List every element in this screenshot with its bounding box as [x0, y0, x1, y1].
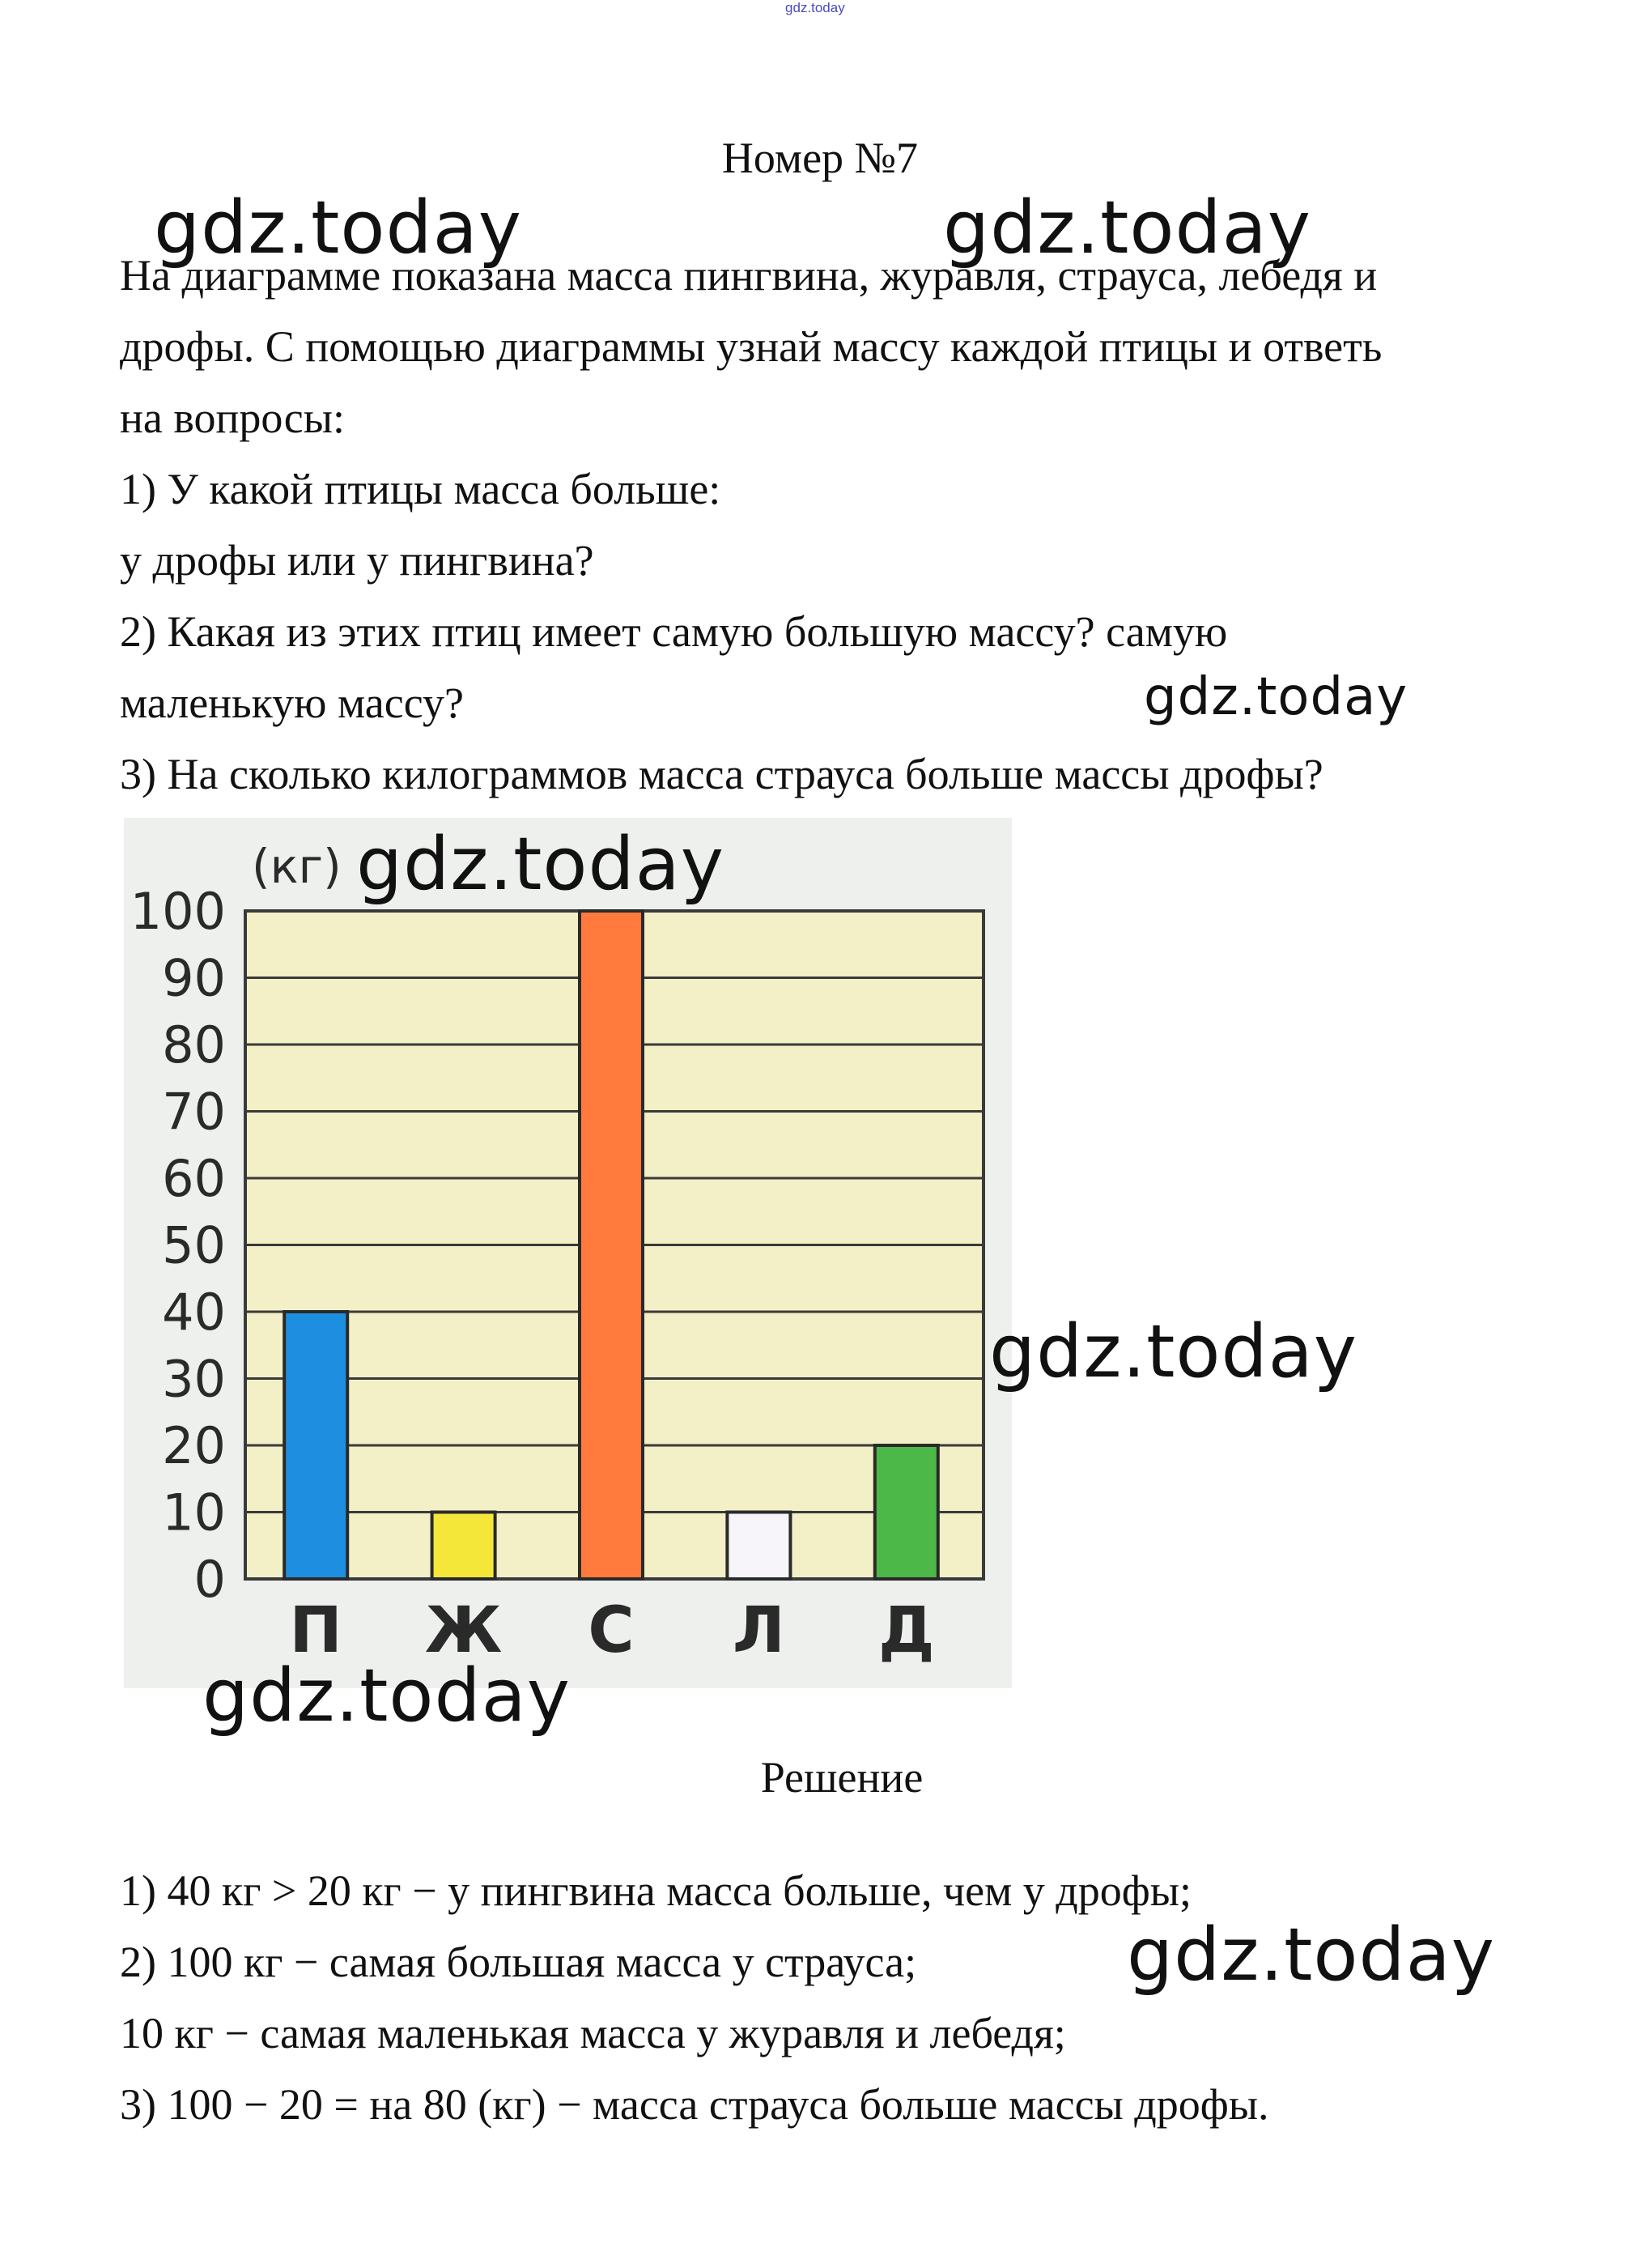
- bar-5: [875, 1445, 938, 1579]
- watermark: gdz.today: [1144, 667, 1408, 727]
- y-tick-label: 30: [162, 1349, 226, 1409]
- x-category-label: П: [289, 1594, 342, 1667]
- y-axis-label: (кг): [252, 839, 342, 894]
- watermark: gdz.today: [356, 822, 725, 907]
- y-tick-label: 90: [162, 948, 226, 1008]
- solution-line: 3) 100 − 20 = на 80 (кг) − масса страуса больше массы дрофы.: [120, 2080, 1269, 2129]
- bird-mass-chart: [124, 818, 1012, 1688]
- problem-line: 1) У какой птицы масса больше:: [120, 465, 721, 513]
- y-tick-label: 60: [162, 1149, 226, 1208]
- solution-line: 2) 100 кг − самая большая масса у страуса;: [120, 1938, 917, 1986]
- problem-line: На диаграмме показана масса пингвина, журавля, страуса, лебедя и: [120, 251, 1378, 300]
- problem-line: 3) На сколько килограммов масса страуса больше массы дрофы?: [120, 750, 1323, 798]
- problem-line: у дрофы или у пингвина?: [120, 536, 594, 585]
- x-category-label: Д: [878, 1594, 935, 1667]
- watermark: gdz.today: [1127, 1913, 1496, 1998]
- y-tick-label: 80: [162, 1015, 226, 1074]
- problem-line: на вопросы:: [120, 394, 345, 442]
- bar-4: [727, 1513, 790, 1580]
- y-tick-label: 40: [162, 1283, 226, 1342]
- y-tick-label: 10: [162, 1483, 226, 1542]
- bar-1: [284, 1312, 347, 1579]
- y-tick-label: 20: [162, 1416, 226, 1475]
- watermark: gdz.today: [989, 1309, 1358, 1394]
- page-title: Номер №7: [721, 134, 919, 182]
- x-category-label: С: [588, 1594, 635, 1667]
- chart-svg: [124, 818, 1012, 1688]
- y-tick-label: 0: [193, 1550, 226, 1609]
- y-tick-label: 50: [162, 1215, 226, 1275]
- solution-title: Решение: [760, 1753, 924, 1802]
- bar-2: [432, 1513, 495, 1580]
- header-watermark: gdz.today: [785, 0, 845, 15]
- problem-line: маленькую массу?: [120, 679, 464, 727]
- watermark: gdz.today: [154, 185, 523, 270]
- y-tick-label: 70: [162, 1082, 226, 1142]
- watermark: gdz.today: [943, 185, 1312, 270]
- x-category-label: Л: [733, 1594, 785, 1667]
- problem-line: дрофы. С помощью диаграммы узнай массу каждой птицы и ответь: [120, 322, 1383, 371]
- y-tick-label: 100: [130, 882, 226, 941]
- watermark: gdz.today: [202, 1653, 571, 1738]
- x-category-label: Ж: [424, 1594, 503, 1667]
- solution-line: 1) 40 кг > 20 кг − у пингвина масса больше, чем у дрофы;: [120, 1866, 1192, 1915]
- bar-3: [580, 911, 643, 1579]
- solution-line: 10 кг − самая маленькая масса у журавля и лебедя;: [120, 2009, 1066, 2057]
- problem-line: 2) Какая из этих птиц имеет самую большую массу? самую: [120, 607, 1228, 656]
